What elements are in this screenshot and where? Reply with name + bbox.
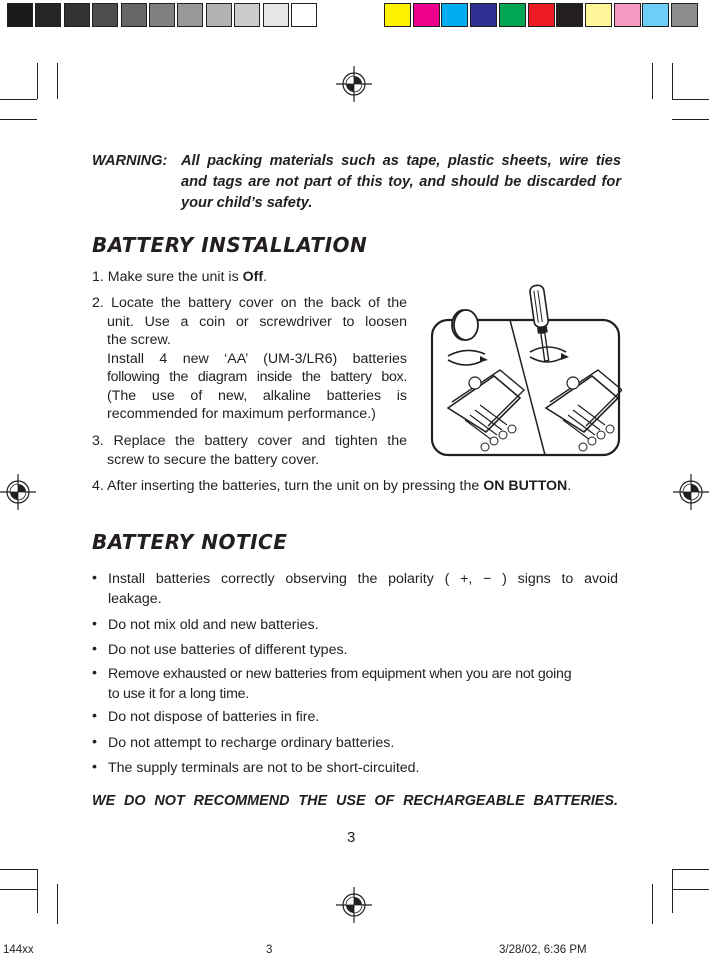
notice-item-2: Do not mix old and new batteries. [108,617,319,633]
step-2-line: unit. Use a coin or screwdriver to loosen [107,313,407,330]
registration-mark-left [0,474,36,510]
bullet: • [92,708,97,724]
notice-item-6: Do not attempt to recharge ordinary batteries. [108,735,395,751]
step-2-line: 2. Locate the battery cover on the back of the [92,295,407,311]
gray-swatch [121,3,147,27]
step-1-bold: Off [242,269,264,285]
step-3-line: screw to secure the battery cover. [107,451,320,468]
step-2-line: following the diagram inside the battery box. [107,369,407,385]
notice-heading: BATTERY NOTICE [92,530,288,554]
rechargeable-warning: WE DO NOT RECOMMEND THE USE OF RECHARGEABLE BATTERIES. [92,793,618,809]
step-1-text: 1. Make sure the unit is [92,269,243,285]
notice-item-1-line: leakage. [108,591,162,607]
warning-line: and tags are not part of this toy, and should be discarded for [181,174,621,190]
color-swatch [585,3,612,27]
gray-swatch [263,3,289,27]
warning-line: your child’s safety. [181,195,313,211]
warning-text [181,151,621,214]
notice-item-4-line: to use it for a long time. [108,686,249,702]
notice-item-4 [108,664,618,704]
bullet: • [92,759,97,775]
notice-item-1-line: Install batteries correctly observing the polarity ( +, − ) signs to avoid [108,571,618,587]
gray-swatch [7,3,33,27]
bullet: • [92,570,97,586]
gray-swatch [92,3,118,27]
gray-swatch [234,3,260,27]
step-1-suffix: . [263,269,268,285]
notice-item-1 [108,569,618,609]
step-2-line: (The use of new, alkaline batteries is [107,387,407,404]
installation-step-3 [92,432,407,469]
footer-page-number: 3 [266,944,273,956]
step-4-suffix: . [567,478,572,494]
installation-heading: BATTERY INSTALLATION [92,233,368,257]
installation-step-2 [92,294,407,424]
gray-swatch [206,3,232,27]
color-swatch [614,3,641,27]
bullet: • [92,641,97,657]
step-2-line: recommended for maximum performance.) [107,406,376,422]
battery-installation-illustration [430,280,622,458]
color-swatch [499,3,526,27]
installation-step-1 [92,268,267,287]
warning-line: All packing materials such as tape, plastic sheets, wire ties [181,153,621,169]
notice-item-7: The supply terminals are not to be short-circuited. [108,760,420,776]
step-3-line: 3. Replace the battery cover and tighten the [92,433,407,449]
notice-item-3: Do not use batteries of different types. [108,642,348,658]
color-swatch [470,3,497,27]
color-swatch [642,3,669,27]
step-2-line: the screw. [107,332,171,348]
color-swatch [384,3,411,27]
bullet: • [92,665,97,681]
step-2-line: Install 4 new ‘AA’ (UM-3/LR6) batteries [107,350,407,367]
color-swatch [413,3,440,27]
color-swatch [671,3,698,27]
installation-step-4 [92,477,571,496]
registration-mark-bottom [336,887,372,923]
gray-swatch [291,3,317,27]
color-swatch [441,3,468,27]
step-4-text: 4. After inserting the batteries, turn the unit on by pressing the [92,478,484,494]
page-number: 3 [347,829,356,846]
footer-timestamp: 3/28/02, 6:36 PM [499,944,587,956]
color-swatch [556,3,583,27]
step-4-bold: ON BUTTON [483,478,568,494]
notice-item-5: Do not dispose of batteries in fire. [108,709,320,725]
gray-swatch [149,3,175,27]
bullet: • [92,734,97,750]
footer-job-code: 144xx [3,944,34,956]
color-swatch [528,3,555,27]
gray-swatch [35,3,61,27]
gray-swatch [64,3,90,27]
bullet: • [92,616,97,632]
warning-label: WARNING: [92,153,168,169]
notice-item-4-line: Remove exhausted or new batteries from equipment when you are not going [108,666,572,682]
gray-swatch [177,3,203,27]
registration-mark-right [673,474,709,510]
registration-mark-top [336,66,372,102]
